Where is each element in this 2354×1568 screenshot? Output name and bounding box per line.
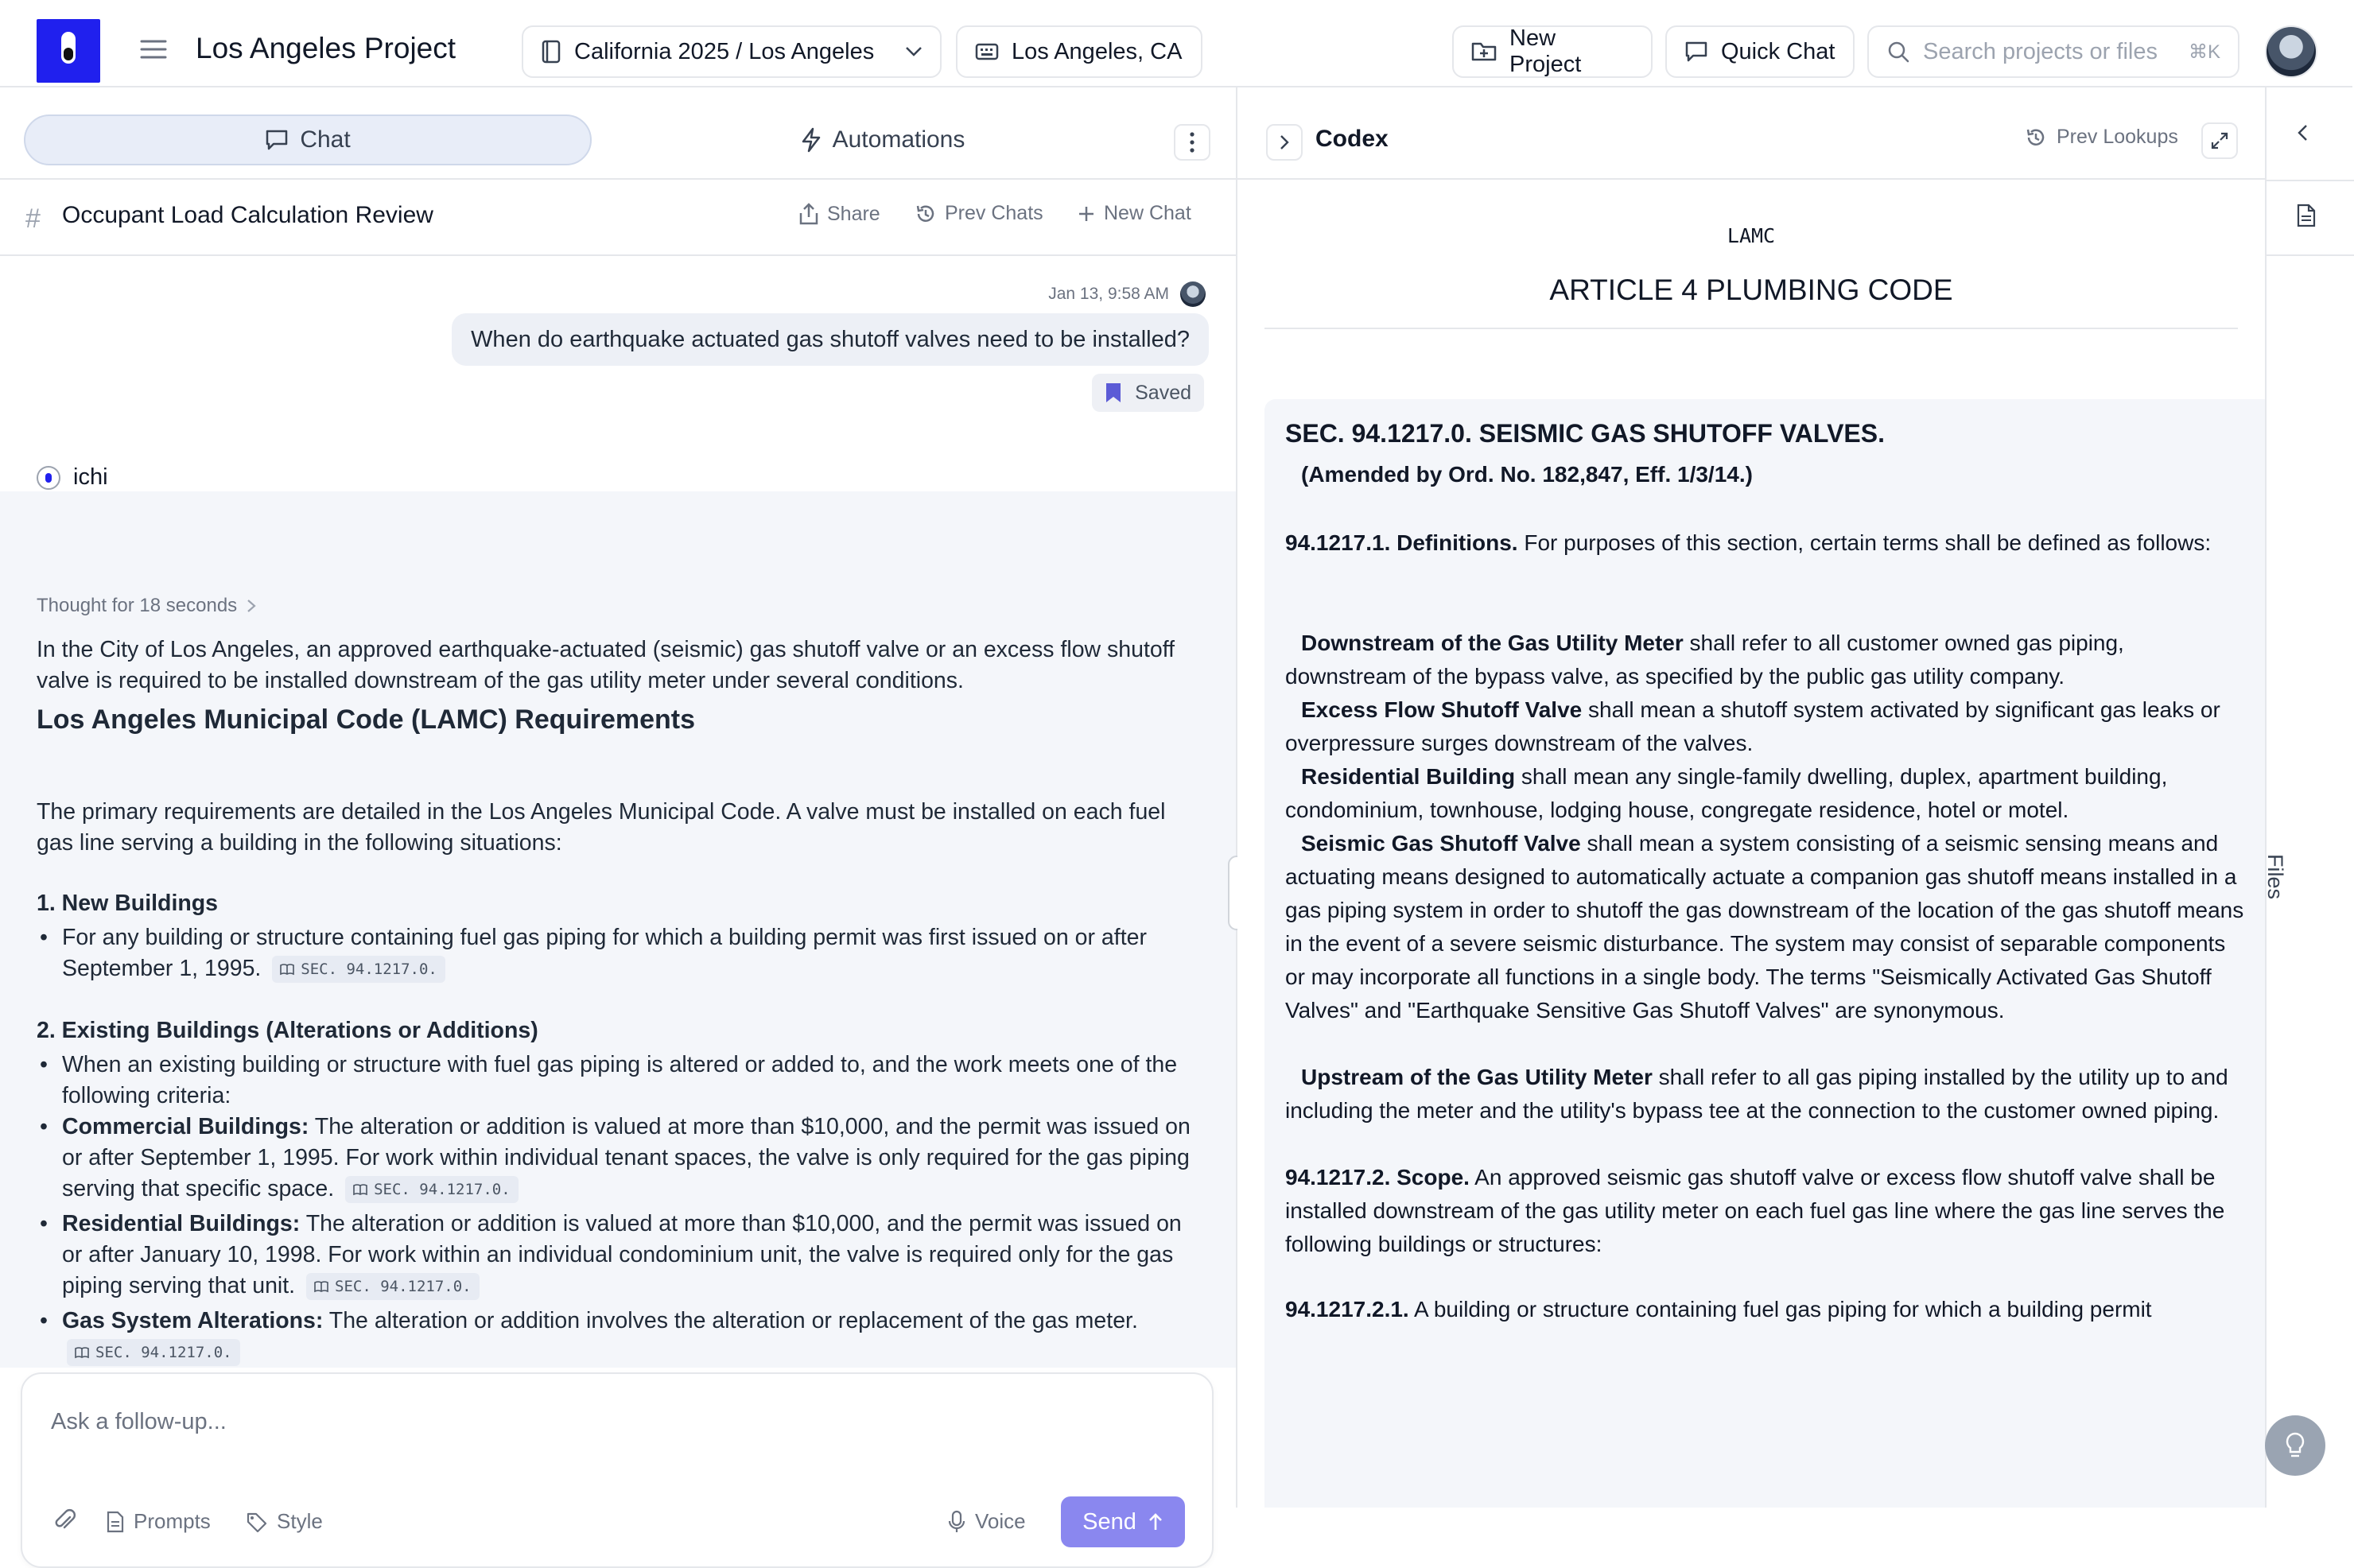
answer-heading: Los Angeles Municipal Code (LAMC) Requirements <box>37 704 696 735</box>
tab-automations-label: Automations <box>832 126 965 153</box>
chevron-down-icon <box>905 46 923 57</box>
citation-label: SEC. 94.1217.0. <box>301 960 437 978</box>
citation-label: SEC. 94.1217.0. <box>374 1180 511 1198</box>
tab-chat[interactable] <box>24 114 592 165</box>
hash-icon: # <box>25 204 41 234</box>
prev-chats-label: Prev Chats <box>945 202 1043 224</box>
document-icon <box>2297 204 2316 227</box>
tab-automations[interactable] <box>779 114 986 165</box>
definition-item <box>1285 760 2247 827</box>
folder-plus-icon <box>1471 41 1497 63</box>
project-title: Los Angeles Project <box>196 32 456 64</box>
definition-item <box>1285 627 2247 693</box>
kebab-icon <box>1190 132 1194 153</box>
citation-label: SEC. 94.1217.0. <box>335 1277 472 1295</box>
user-message-bubble <box>452 313 1209 366</box>
help-button[interactable] <box>2265 1415 2325 1476</box>
definition-text: shall mean any single-family dwelling, duplex, apartment building, condominium, townhouse, lodging house, congregate residence, hotel or motel. <box>1285 764 2168 822</box>
definitions-text: For purposes of this section, certain terms shall be defined as follows: <box>1524 530 2212 555</box>
divider <box>2267 180 2354 181</box>
definitions-label: 94.1217.1. Definitions. <box>1285 530 1518 555</box>
definition-item <box>1285 1061 2247 1127</box>
right-rail <box>2265 87 2352 1508</box>
book-open-icon <box>280 964 294 975</box>
article-title: ARTICLE 4 PLUMBING CODE <box>1549 274 1953 306</box>
chevron-left-icon <box>2297 124 2308 142</box>
arrow-up-icon <box>1148 1512 1163 1531</box>
saved-label: Saved <box>1135 381 1191 404</box>
citation-chip[interactable] <box>306 1273 480 1300</box>
list-item-label: Residential Buildings: <box>62 1211 301 1236</box>
send-label: Send <box>1082 1508 1136 1535</box>
breadcrumb-label: California 2025 / Los Angeles <box>574 38 875 64</box>
new-project-label: New Project <box>1509 25 1582 77</box>
paperclip-icon <box>54 1509 76 1533</box>
new-chat-label: New Chat <box>1104 202 1191 224</box>
amendment-note: (Amended by Ord. No. 182,847, Eff. 1/3/14.) <box>1301 462 1753 487</box>
user-avatar-small <box>1180 281 1206 307</box>
voice-button[interactable] <box>948 1509 1026 1534</box>
definition-term: Residential Building <box>1301 764 1516 789</box>
list-item-title: 1. New Buildings <box>37 891 219 916</box>
search-shortcut: ⌘K <box>2188 41 2220 63</box>
definitions-paragraph <box>1285 526 2247 560</box>
citation-chip[interactable] <box>272 956 445 983</box>
project-breadcrumb-dropdown[interactable] <box>522 25 942 78</box>
subsection-label: 94.1217.2.1. <box>1285 1297 1409 1322</box>
share-button[interactable] <box>798 202 880 226</box>
expand-codex-button[interactable] <box>2201 122 2238 159</box>
files-toggle-button[interactable] <box>2297 204 2316 227</box>
divider <box>2267 254 2354 256</box>
definition-text: shall mean a system consisting of a seismic sensing means and actuating means designed to automatically actuate a companion gas shutoff means installed in a gas piping system in order to shutoff the gas downstream of the location of the gas shutoff means in the event of a severe seismic disturbance. The system may consist of separable components or may incorporate all functions in a single body. The terms "Seismically Activated Gas Shutoff Valves" and "Earthquake Sensitive Gas Shutoff Valves" are synonymous. <box>1285 831 2244 1023</box>
book-icon <box>541 40 561 64</box>
definition-term: Excess Flow Shutoff Valve <box>1301 697 1583 722</box>
top-bar <box>0 0 2352 87</box>
chat-panel <box>0 87 1237 1535</box>
list-item-text: The alteration or addition is valued at more than $10,000, and the permit was issued on or after January 10, 1998. For work within an individual condominium unit, the valve is required only for the gas piping serving that unit. <box>62 1211 1182 1298</box>
menu-icon[interactable] <box>140 38 167 60</box>
definition-item <box>1285 827 2247 1027</box>
list-item-text: The alteration or addition is valued at more than $10,000, and the permit was issued on or after September 1, 1995. For work within individual tenant spaces, the valve is only required for the gas piping serving that specific space. <box>62 1114 1191 1201</box>
citation-chip[interactable] <box>67 1339 240 1366</box>
prev-lookups-label: Prev Lookups <box>2057 126 2178 148</box>
list-item <box>37 922 1198 984</box>
list-item <box>37 1112 1198 1205</box>
definition-item <box>1285 693 2247 760</box>
list-item <box>37 1306 1198 1368</box>
code-source: LAMC <box>1727 224 1776 247</box>
codex-panel <box>1237 87 2265 1508</box>
history-icon <box>2025 126 2047 149</box>
search-input[interactable] <box>1867 25 2239 78</box>
message-composer <box>21 1372 1214 1568</box>
code-section-body <box>1264 399 2265 1508</box>
keyboard-icon <box>975 43 999 60</box>
divider <box>1264 328 2238 329</box>
list-item-label: Gas System Alterations: <box>62 1308 324 1333</box>
quick-chat-button[interactable] <box>1665 25 1855 78</box>
search-icon <box>1886 40 1910 64</box>
saved-badge[interactable] <box>1092 374 1204 412</box>
collapse-codex-button[interactable] <box>1266 124 1303 161</box>
section-title: SEC. 94.1217.0. SEISMIC GAS SHUTOFF VALVES. <box>1285 419 1885 448</box>
prompts-button[interactable] <box>107 1509 211 1534</box>
collapse-rail-button[interactable] <box>2297 124 2308 142</box>
style-label: Style <box>277 1509 323 1533</box>
history-icon <box>915 203 937 225</box>
share-label: Share <box>827 202 880 225</box>
definition-term: Upstream of the Gas Utility Meter <box>1301 1065 1653 1089</box>
prev-lookups-button[interactable] <box>2025 126 2178 149</box>
style-button[interactable] <box>245 1509 323 1534</box>
list-item <box>37 1050 1198 1112</box>
voice-label: Voice <box>975 1509 1026 1533</box>
book-open-icon <box>353 1184 367 1195</box>
book-open-icon <box>75 1347 89 1358</box>
follow-up-input[interactable]: Ask a follow-up... <box>51 1409 227 1434</box>
location-label: Los Angeles, CA <box>1012 38 1183 64</box>
definition-term: Seismic Gas Shutoff Valve <box>1301 831 1581 856</box>
files-tab[interactable]: Files <box>2263 854 2287 900</box>
lightbulb-icon <box>2285 1432 2305 1459</box>
codex-title: Codex <box>1315 126 1389 152</box>
subsection-text: A building or structure containing fuel gas piping for which a building permit <box>1413 1297 2152 1322</box>
search-placeholder: Search projects or files <box>1923 38 2158 64</box>
new-project-button[interactable] <box>1452 25 1653 78</box>
lightning-icon <box>801 127 822 153</box>
codex-header <box>1237 87 2265 180</box>
user-avatar[interactable] <box>2265 25 2317 78</box>
thought-toggle[interactable] <box>37 595 256 617</box>
message-meta <box>1048 281 1206 307</box>
chat-bubble-icon <box>1684 41 1708 63</box>
tab-chat-label: Chat <box>300 126 351 153</box>
user-message-text: When do earthquake actuated gas shutoff valves need to be installed? <box>471 326 1190 352</box>
more-options-button[interactable] <box>1174 124 1210 161</box>
chat-title: Occupant Load Calculation Review <box>62 202 433 228</box>
assistant-name: ichi <box>73 464 108 490</box>
attach-button[interactable] <box>54 1509 76 1533</box>
answer-paragraph: The primary requirements are detailed in the Los Angeles Municipal Code. A valve must be installed on each fuel gas line serving a building in the following situations: <box>37 799 1166 856</box>
book-open-icon <box>314 1281 328 1292</box>
citation-label: SEC. 94.1217.0. <box>95 1343 232 1361</box>
subsection-paragraph <box>1285 1293 2247 1326</box>
assistant-avatar <box>37 466 60 490</box>
chevron-right-icon <box>247 599 256 613</box>
app-logo[interactable] <box>37 19 100 83</box>
panel-tabs <box>0 87 1237 180</box>
definition-text: shall refer to all customer owned gas piping, downstream of the bypass valve, as specified by the public gas utility company. <box>1285 631 2124 689</box>
microphone-icon <box>948 1510 965 1534</box>
list-item-text: The alteration or addition involves the alteration or replacement of the gas meter. <box>328 1308 1138 1333</box>
bookmark-icon <box>1105 382 1122 404</box>
answer-intro: In the City of Los Angeles, an approved earthquake-actuated (seismic) gas shutoff valve or an excess flow shutoff valve is required to be installed downstream of the gas utility meter under several conditions. <box>37 637 1175 693</box>
prev-chats-button[interactable] <box>915 202 1043 225</box>
prompts-label: Prompts <box>134 1509 211 1533</box>
citation-chip[interactable] <box>345 1176 519 1203</box>
scope-text: An approved seismic gas shutoff valve or excess flow shutoff valve shall be installed downstream of the gas utility meter on each fuel gas line where the gas line serves the following buildings or structures: <box>1285 1165 2225 1256</box>
share-icon <box>798 202 819 226</box>
list-item-text: When an existing building or structure with fuel gas piping is altered or added to, and the work meets one of the following criteria: <box>62 1052 1178 1108</box>
assistant-header <box>37 464 108 491</box>
brush-icon <box>245 1511 267 1533</box>
document-icon <box>107 1511 124 1533</box>
expand-icon <box>2210 131 2229 150</box>
definition-term: Downstream of the Gas Utility Meter <box>1301 631 1684 655</box>
send-button[interactable] <box>1061 1496 1185 1547</box>
location-button[interactable] <box>956 25 1202 78</box>
message-timestamp: Jan 13, 9:58 AM <box>1048 285 1169 303</box>
scope-label: 94.1217.2. Scope. <box>1285 1165 1470 1190</box>
new-chat-button[interactable] <box>1077 202 1191 225</box>
list-item-title: 2. Existing Buildings (Alterations or Additions) <box>37 1018 538 1043</box>
list-item <box>37 1209 1198 1302</box>
quick-chat-label: Quick Chat <box>1721 38 1835 64</box>
definition-text: shall mean a shutoff system activated by significant gas leaks or overpressure surges downstream of the valves. <box>1285 697 2220 755</box>
plus-icon <box>1077 204 1096 223</box>
chevron-right-icon <box>1280 134 1289 150</box>
list-item-text: For any building or structure containing fuel gas piping for which a building permit was first issued on or after September 1, 1995. <box>62 925 1147 981</box>
assistant-answer <box>0 491 1236 1368</box>
definition-text: shall refer to all gas piping installed by the utility up to and including the meter and the utility's bypass tee at the connection to the customer owned piping. <box>1285 1065 2228 1123</box>
list-item-label: Commercial Buildings: <box>62 1114 309 1139</box>
chat-header <box>0 180 1237 256</box>
chat-bubble-icon <box>265 129 289 151</box>
scope-paragraph <box>1285 1161 2247 1261</box>
thought-label: Thought for 18 seconds <box>37 595 238 616</box>
